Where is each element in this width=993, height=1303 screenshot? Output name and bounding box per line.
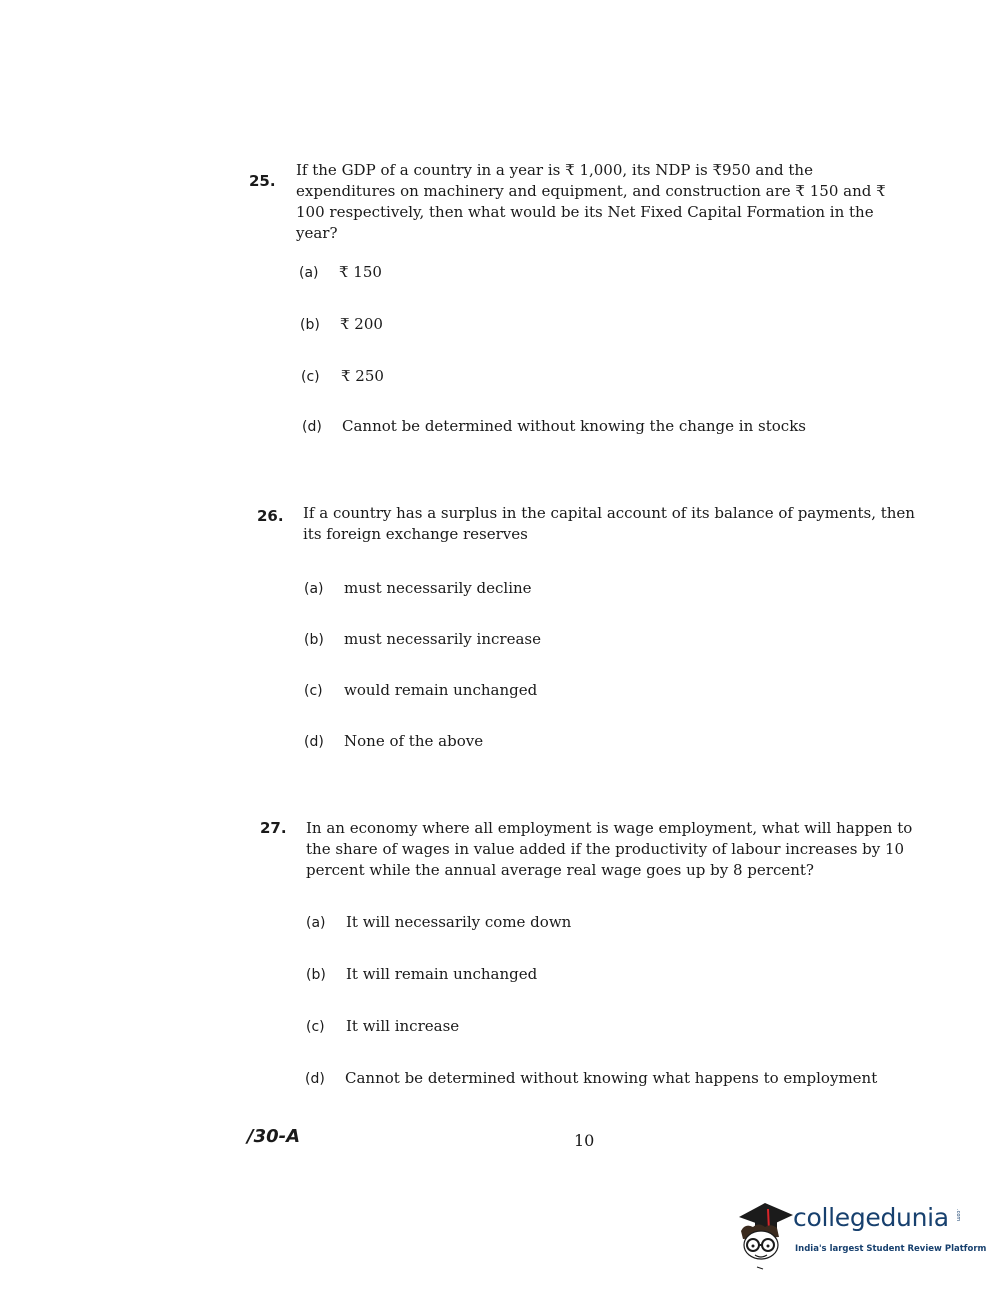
option-label: (c) [304, 683, 323, 699]
option-label: (d) [302, 419, 322, 435]
option-label: (c) [306, 1019, 325, 1035]
option-a [299, 262, 382, 283]
option-label: (a) [304, 581, 324, 597]
question-text: If the GDP of a country in a year is ₹ 1,000, its NDP is ₹950 and the expenditures on machinery and equipment, and construction are ₹ 150 and ₹ 100 respectively, then what would be its Net Fixed Capital Formation in the year? [296, 161, 886, 242]
option-text: would remain unchanged [344, 681, 538, 699]
option-label: (b) [300, 317, 320, 333]
option-text: ₹ 200 [340, 315, 383, 333]
option-b [300, 314, 383, 335]
option-label: (c) [301, 369, 320, 385]
paper-code: /30-A [247, 1126, 301, 1147]
question-number: 26. [257, 507, 284, 525]
option-label: (d) [305, 1071, 325, 1087]
option-label: (b) [304, 632, 324, 648]
question-text: In an economy where all employment is wage employment, what will happen to the share of wages in value added if the productivity of labour increases by 10 percent while the annual average real wage goes up by 8 percent? [306, 819, 913, 879]
option-text: Cannot be determined without knowing what happens to employment [345, 1069, 878, 1087]
option-text: must necessarily increase [344, 630, 541, 648]
option-d [304, 731, 483, 752]
option-text: Cannot be determined without knowing the change in stocks [342, 417, 806, 435]
option-b [306, 964, 537, 985]
option-label: (b) [306, 967, 326, 983]
page-number: 10 [574, 1131, 595, 1150]
option-a [304, 578, 532, 599]
option-c [306, 1016, 459, 1037]
question-number: 25. [249, 172, 276, 190]
option-label: (a) [299, 265, 319, 281]
option-text: It will necessarily come down [346, 913, 572, 931]
option-text: must necessarily decline [344, 579, 532, 597]
option-label: (d) [304, 734, 324, 750]
logo-tagline: India's largest Student Review Platform [795, 1244, 987, 1254]
mascot-icon [735, 1195, 797, 1275]
logo-suffix: .com [955, 1209, 961, 1222]
option-d [305, 1068, 877, 1089]
option-text: None of the above [344, 732, 484, 750]
option-c [301, 366, 384, 387]
option-c [304, 680, 537, 701]
option-text: ₹ 250 [341, 367, 384, 385]
logo-name: collegedunia [793, 1203, 949, 1232]
option-text: ₹ 150 [339, 263, 382, 281]
option-a [306, 912, 571, 933]
question-text: If a country has a surplus in the capital account of its balance of payments, then its foreign exchange reserves [303, 504, 915, 543]
collegedunia-logo[interactable] [735, 1195, 987, 1275]
option-d [302, 416, 806, 437]
option-label: (a) [306, 915, 326, 931]
option-text: It will increase [346, 1017, 460, 1035]
question-number: 27. [260, 819, 287, 837]
option-b [304, 629, 541, 650]
option-text: It will remain unchanged [346, 965, 538, 983]
